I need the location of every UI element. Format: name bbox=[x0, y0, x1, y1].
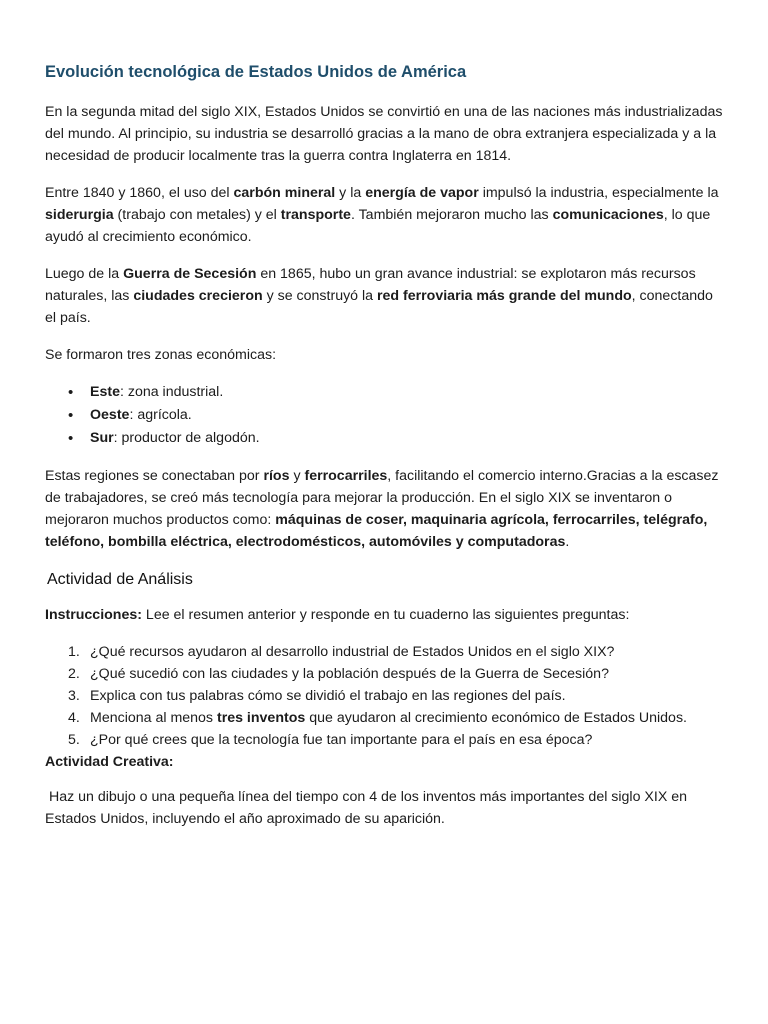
text-run: . bbox=[565, 534, 570, 550]
question-text: ¿Qué recursos ayudaron al desarrollo industrial de Estados Unidos en el siglo XIX? bbox=[90, 644, 615, 660]
question-item bbox=[68, 641, 723, 663]
zone-name: Este bbox=[90, 384, 120, 400]
question-text: ¿Qué sucedió con las ciudades y la población después de la Guerra de Secesión? bbox=[90, 666, 609, 682]
text-run: , facilitando el comercio interno.Gracias a la escasez de trabajadores, se creó más tecnología para mejorar la producción. En el siglo XIX se inventaron o mejoraron muchos productos como: bbox=[45, 468, 719, 528]
text-run: , lo que ayudó al crecimiento económico. bbox=[45, 207, 711, 245]
text-run: y se construyó la bbox=[262, 288, 377, 304]
zone-desc: : zona industrial. bbox=[119, 384, 224, 400]
text-run: , conectando el país. bbox=[45, 288, 713, 326]
zone-name: Sur bbox=[90, 430, 114, 446]
question-text: que ayudaron al crecimiento económico de Estados Unidos. bbox=[305, 710, 687, 726]
bold-term: Guerra de Secesión bbox=[123, 266, 257, 282]
page-title: Evolución tecnológica de Estados Unidos de América bbox=[45, 63, 467, 81]
paragraph-regions bbox=[45, 465, 723, 553]
text-run: Entre 1840 y 1860, el uso del bbox=[45, 185, 234, 201]
text-run: y bbox=[289, 468, 305, 484]
instructions-paragraph bbox=[45, 604, 723, 626]
question-item bbox=[68, 685, 723, 707]
bold-term: transporte bbox=[280, 207, 351, 223]
bold-term: red ferroviaria más grande del mundo bbox=[377, 288, 632, 304]
zone-desc: : agrícola. bbox=[129, 407, 192, 423]
bold-term: ferrocarriles bbox=[304, 468, 388, 484]
list-item bbox=[90, 427, 723, 450]
bold-term: ríos bbox=[263, 468, 290, 484]
zone-desc: : productor de algodón. bbox=[113, 430, 260, 446]
instructions-text: Lee el resumen anterior y responde en tu cuaderno las siguientes preguntas: bbox=[141, 607, 630, 623]
activity-heading: Actividad de Análisis bbox=[47, 571, 193, 588]
bold-term: carbón mineral bbox=[233, 185, 336, 201]
bold-term: comunicaciones bbox=[552, 207, 664, 223]
bold-term: ciudades crecieron bbox=[133, 288, 263, 304]
paragraph-zones-intro: Se formaron tres zonas económicas: bbox=[45, 347, 277, 363]
text-run: (trabajo con metales) y el bbox=[113, 207, 281, 223]
question-item bbox=[68, 729, 723, 751]
creative-paragraph: Haz un dibujo o una pequeña línea del tiempo con 4 de los inventos más importantes del siglo XIX en Estados Unidos, incluyendo el año aproximado de su aparición. bbox=[45, 789, 691, 827]
text-run: . También mejoraron mucho las bbox=[350, 207, 553, 223]
question-number: 2. bbox=[68, 666, 80, 682]
question-text: ¿Por qué crees que la tecnología fue tan importante para el país en esa época? bbox=[90, 732, 593, 748]
question-number: 1. bbox=[68, 644, 80, 660]
question-number: 5. bbox=[68, 732, 80, 748]
text-run: y la bbox=[335, 185, 366, 201]
list-item bbox=[90, 381, 723, 404]
question-number: 3. bbox=[68, 688, 80, 704]
paragraph-civil-war bbox=[45, 263, 723, 329]
text-run: Luego de la bbox=[45, 266, 124, 282]
bold-term: siderurgia bbox=[45, 207, 114, 223]
question-item bbox=[68, 663, 723, 685]
zone-name: Oeste bbox=[90, 407, 130, 423]
bold-term: tres inventos bbox=[216, 710, 306, 726]
instructions-label: Instrucciones: bbox=[45, 607, 142, 623]
question-text: Menciona al menos bbox=[90, 710, 217, 726]
text-run: Estas regiones se conectaban por bbox=[45, 468, 264, 484]
zones-list bbox=[45, 381, 723, 450]
creative-heading: Actividad Creativa: bbox=[45, 754, 174, 770]
question-item bbox=[68, 707, 723, 729]
questions-list bbox=[45, 641, 723, 751]
text-run: en 1865, hubo un gran avance industrial: se explotaron más recursos naturales, las bbox=[45, 266, 696, 304]
intro-paragraph: En la segunda mitad del siglo XIX, Estados Unidos se convirtió en una de las naciones más industrializadas del mundo. Al principio, su industria se desarrolló gracias a la mano de obra extranjera especializada y a la necesidad de producir localmente tras la guerra contra Inglaterra en 1814. bbox=[45, 104, 723, 164]
question-number: 4. bbox=[68, 710, 80, 726]
bold-term: energía de vapor bbox=[365, 185, 479, 201]
text-run: impulsó la industria, especialmente la bbox=[478, 185, 719, 201]
list-item bbox=[90, 404, 723, 427]
question-text: Explica con tus palabras cómo se dividió el trabajo en las regiones del país. bbox=[90, 688, 566, 704]
paragraph-industry bbox=[45, 182, 723, 248]
bold-term: máquinas de coser, maquinaria agrícola, ferrocarriles, telégrafo, teléfono, bombilla eléctrica, electrodomésticos, automóviles y computadoras bbox=[45, 512, 708, 550]
